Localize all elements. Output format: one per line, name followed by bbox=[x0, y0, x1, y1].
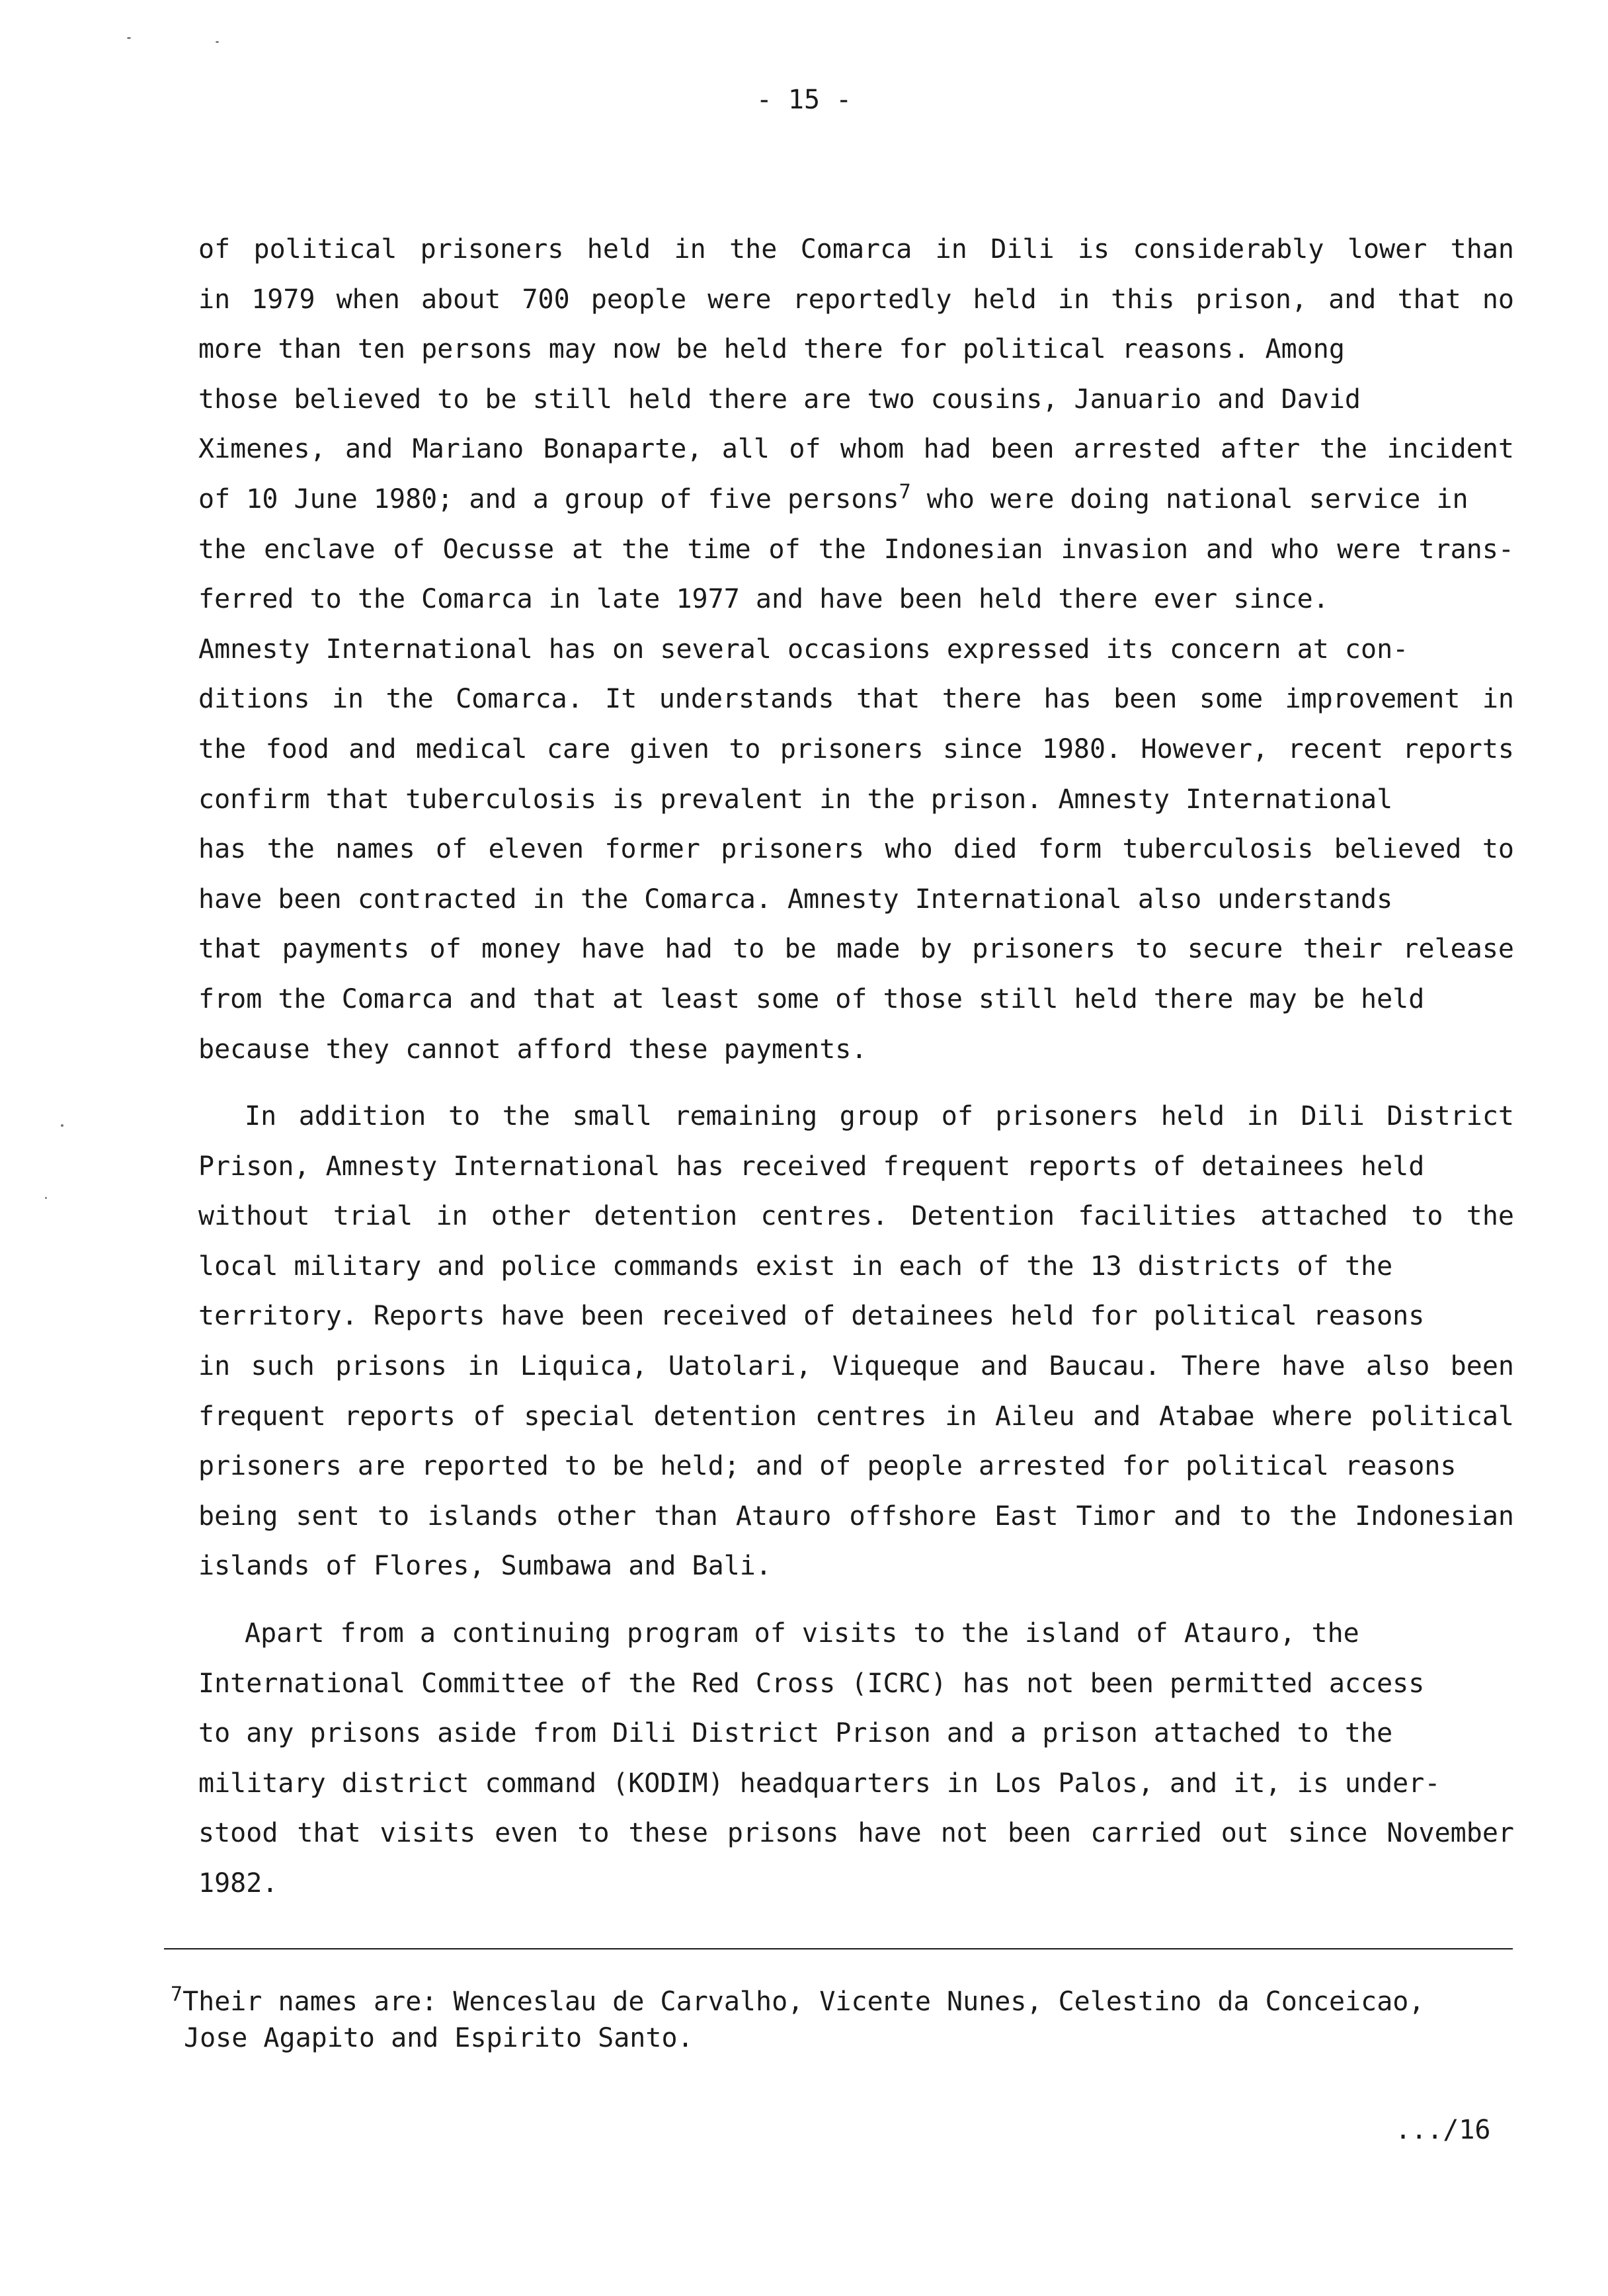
text-line: frequent reports of special detention centres in Aileu and Atabae where political bbox=[198, 1401, 1514, 1432]
text-segment: of 10 June 1980; and a group of five persons bbox=[198, 483, 899, 514]
text-line: confirm that tuberculosis is prevalent in the prison. Amnesty International bbox=[198, 784, 1393, 815]
text-line: territory. Reports have been received of detainees held for political reasons bbox=[198, 1301, 1425, 1332]
footnote-line: Jose Agapito and Espirito Santo. bbox=[184, 2023, 694, 2053]
text-line: has the names of eleven former prisoners who died form tuberculosis believed to bbox=[198, 834, 1514, 865]
continuation-marker: .../16 bbox=[1395, 2115, 1491, 2145]
text-line-with-footnote bbox=[198, 475, 1514, 525]
paragraph-prison-comarca bbox=[198, 225, 1514, 1075]
text-line: to any prisons aside from Dili District Prison and a prison attached to the bbox=[198, 1718, 1393, 1749]
text-line: more than ten persons may now be held there for political reasons. Among bbox=[198, 334, 1345, 365]
text-line: being sent to islands other than Atauro offshore East Timor and to the Indonesian bbox=[198, 1500, 1514, 1532]
text-line: prisoners are reported to be held; and of people arrested for political reasons bbox=[198, 1451, 1457, 1482]
footnote bbox=[171, 1984, 1513, 2057]
text-line: ferred to the Comarca in late 1977 and have been held there ever since. bbox=[198, 584, 1329, 615]
text-line: Apart from a continuing program of visits to the island of Atauro, the bbox=[245, 1618, 1359, 1649]
text-line: military district command (KODIM) headquarters in Los Palos, and it, is under- bbox=[198, 1768, 1441, 1799]
footnote-text: Their names are: Wenceslau de Carvalho, Vicente Nunes, Celestino da Conceicao, bbox=[182, 1987, 1425, 2017]
text-line: Amnesty International has on several occasions expressed its concern at con- bbox=[198, 634, 1409, 665]
scan-speck bbox=[216, 41, 219, 43]
text-line: from the Comarca and that at least some of those still held there may be held bbox=[198, 983, 1425, 1014]
footnote-marker: 7 bbox=[899, 480, 911, 504]
text-line: that payments of money have had to be made by prisoners to secure their release bbox=[198, 934, 1514, 965]
footnote-rule bbox=[164, 1948, 1513, 1949]
scan-speck bbox=[127, 37, 131, 39]
text-line: islands of Flores, Sumbawa and Bali. bbox=[198, 1551, 772, 1582]
text-line: in 1979 when about 700 people were reportedly held in this prison, and that no bbox=[198, 284, 1514, 315]
scan-speck bbox=[61, 1124, 63, 1127]
text-line: the food and medical care given to prisoners since 1980. However, recent reports bbox=[198, 733, 1514, 764]
page-number: - 15 - bbox=[756, 85, 852, 115]
text-line: in such prisons in Liquica, Uatolari, Viqueque and Baucau. There have also been bbox=[198, 1351, 1514, 1382]
footnote-number: 7 bbox=[171, 1983, 183, 2006]
text-line: have been contracted in the Comarca. Amnesty International also understands bbox=[198, 883, 1393, 915]
scan-speck bbox=[45, 1197, 47, 1199]
text-line: the enclave of Oecusse at the time of the Indonesian invasion and who were trans- bbox=[198, 534, 1514, 565]
text-line: Prison, Amnesty International has received frequent reports of detainees held bbox=[198, 1151, 1425, 1182]
text-line: those believed to be still held there are two cousins, Januario and David bbox=[198, 384, 1361, 415]
text-line: without trial in other detention centres. Detention facilities attached to the bbox=[198, 1201, 1514, 1232]
text-line: International Committee of the Red Cross (ICRC) has not been permitted access bbox=[198, 1668, 1425, 1699]
text-line: 1982. bbox=[198, 1868, 278, 1899]
text-line: stood that visits even to these prisons have not been carried out since November bbox=[198, 1818, 1514, 1849]
text-line: In addition to the small remaining group of prisoners held in Dili District bbox=[245, 1101, 1514, 1132]
text-line: ditions in the Comarca. It understands that there has been some improvement in bbox=[198, 684, 1514, 715]
text-line: local military and police commands exist in each of the 13 districts of the bbox=[198, 1250, 1393, 1282]
text-segment: who were doing national service in bbox=[910, 483, 1468, 514]
footnote-line bbox=[171, 1984, 1513, 2020]
paragraph-other-detention-centres bbox=[198, 1092, 1514, 1592]
text-line: Ximenes, and Mariano Bonaparte, all of whom had been arrested after the incident bbox=[198, 434, 1514, 465]
body-text bbox=[198, 225, 1514, 1909]
text-line: because they cannot afford these payments. bbox=[198, 1034, 867, 1065]
paragraph-icrc-access bbox=[198, 1609, 1514, 1909]
text-line: of political prisoners held in the Comarca in Dili is considerably lower than bbox=[198, 234, 1514, 265]
